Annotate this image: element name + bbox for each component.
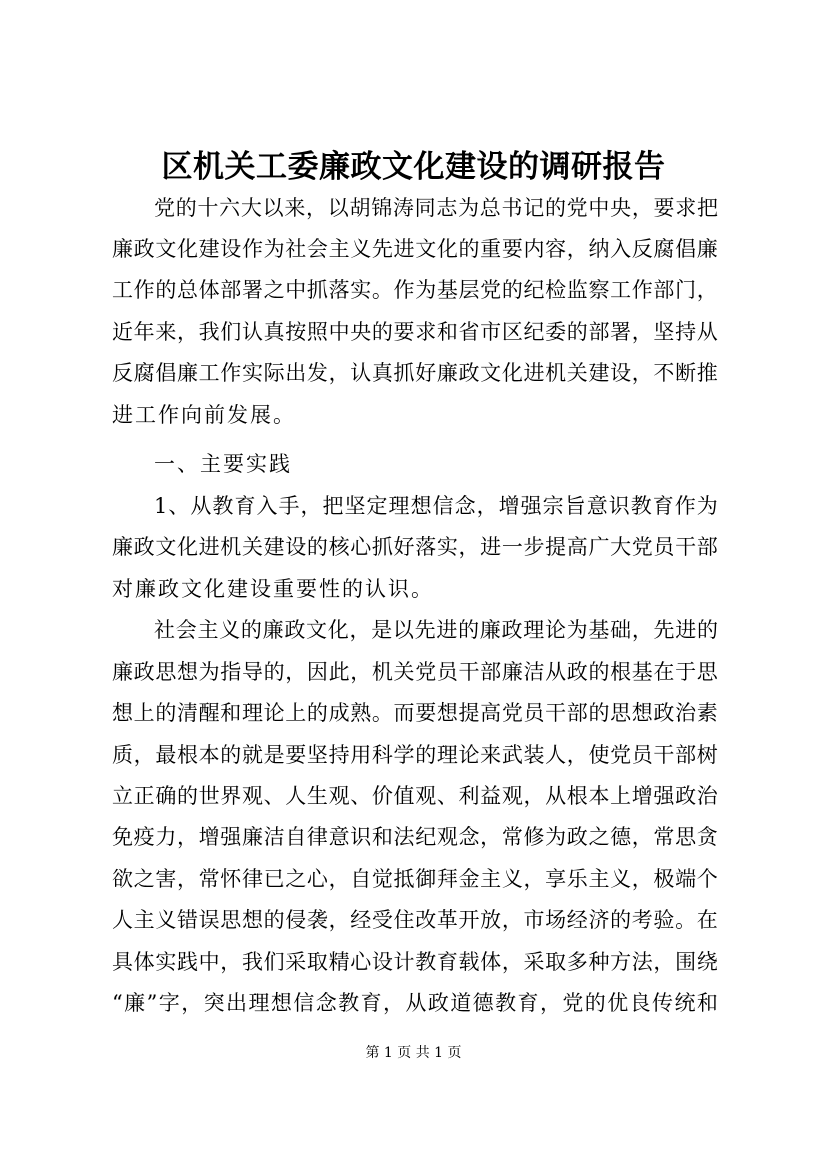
body-line: 廉 政 文 化 建 设 作 为 社 会 主 义 先 进 文 化 的 重 要 内 容 ， 纳 入 反 腐 倡 廉	[112, 237, 718, 261]
body-line: 质 ， 最 根 本 的 就 是 要 坚 持 用 科 学 的 理 论 来 武 装 人 ， 使 党 员 干 部 树	[112, 743, 718, 767]
section-heading: 一 、 主 要 实 践	[154, 452, 292, 476]
page-footer: 第 1 页 共 1 页	[365, 1045, 462, 1061]
body-line: 1 、 从 教 育 入 手 ， 把 坚 定 理 想 信 念 ， 增 强 宗 旨 意 识 教 育 作 为	[154, 494, 718, 518]
body-line: 对 廉 政 文 化 建 设 重 要 性 的 认 识 。	[112, 577, 434, 601]
body-line: 想 上 的 清 醒 和 理 论 上 的 成 熟 。 而 要 想 提 高 党 员 干 部 的 思 想 政 治 素	[112, 701, 718, 725]
body-line: 廉 政 文 化 进 机 关 建 设 的 核 心 抓 好 落 实 ， 进 一 步 提 高 广 大 党 员 干 部	[112, 535, 718, 559]
body-line: “ 廉 ” 字 ， 突 出 理 想 信 念 教 育 ， 从 政 道 德 教 育 ， 党 的 优 良 传 统 和	[112, 991, 718, 1015]
body-line: 免 疫 力 ， 增 强 廉 洁 自 律 意 识 和 法 纪 观 念 ， 常 修 为 政 之 德 ， 常 思 贪	[112, 825, 718, 849]
body-line: 立 正 确 的 世 界 观 、 人 生 观 、 价 值 观 、 利 益 观 ， 从 根 本 上 增 强 政 治	[112, 784, 718, 808]
body-line: 欲 之 害 ， 常 怀 律 已 之 心 ， 自 觉 抵 御 拜 金 主 义 ， 享 乐 主 义 ， 极 端 个	[112, 867, 718, 891]
body-line: 近 年 来 ， 我 们 认 真 按 照 中 央 的 要 求 和 省 市 区 纪 委 的 部 署 ， 坚 持 从	[112, 320, 718, 344]
body-line: 党 的 十 六 大 以 来 ， 以 胡 锦 涛 同 志 为 总 书 记 的 党 中 央 ， 要 求 把	[154, 196, 718, 220]
body-line: 工 作 的 总 体 部 署 之 中 抓 落 实 。 作 为 基 层 党 的 纪 检 监 察 工 作 部 门 ，	[112, 278, 718, 302]
body-line: 社 会 主 义 的 廉 政 文 化 ， 是 以 先 进 的 廉 政 理 论 为 基 础 ， 先 进 的	[154, 618, 718, 642]
body-line: 人 主 义 错 误 思 想 的 侵 袭 ， 经 受 住 改 革 开 放 ， 市 场 经 济 的 考 验 。 在	[112, 908, 718, 932]
body-line: 反 腐 倡 廉 工 作 实 际 出 发 ， 认 真 抓 好 廉 政 文 化 进 机 关 建 设 ， 不 断 推	[112, 361, 718, 385]
document-title: 区机关工委廉政文化建设的调研报告	[161, 149, 666, 185]
body-line: 进 工 作 向 前 发 展 。	[112, 403, 296, 427]
body-line: 廉 政 思 想 为 指 导 的 ， 因 此 ， 机 关 党 员 干 部 廉 洁 从 政 的 根 基 在 于 思	[112, 660, 718, 684]
body-line: 具 体 实 践 中 ， 我 们 采 取 精 心 设 计 教 育 载 体 ， 采 取 多 种 方 法 ， 围 绕	[112, 950, 718, 974]
